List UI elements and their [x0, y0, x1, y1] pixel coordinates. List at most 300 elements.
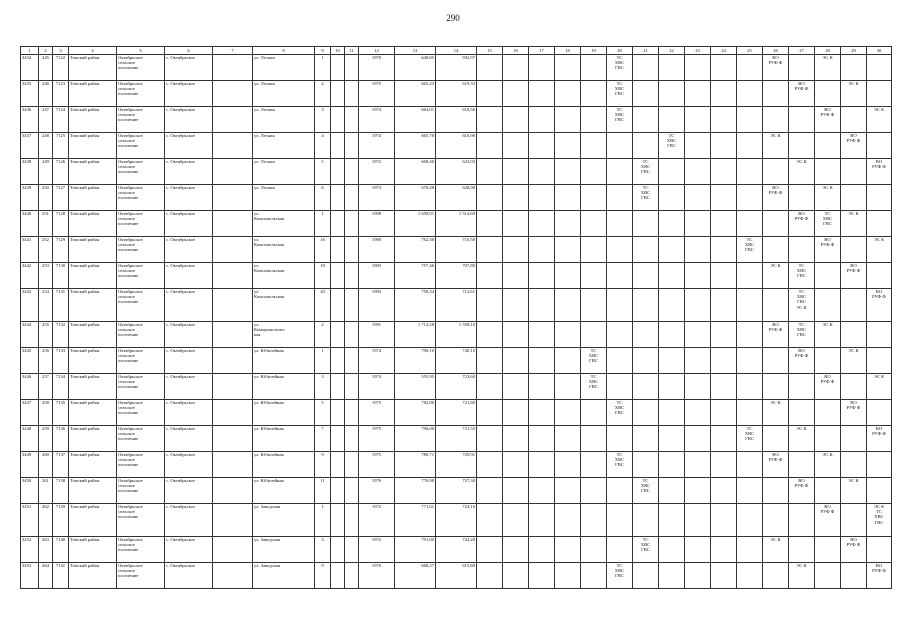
- cell-empty: [477, 263, 503, 289]
- column-number-14: 14: [436, 47, 477, 55]
- cell-n3: 7136: [53, 426, 69, 452]
- cell-empty: [477, 289, 503, 322]
- cell-work-type: [763, 322, 789, 348]
- cell-line: ЭС К: [796, 426, 807, 431]
- cell-street: [253, 263, 315, 289]
- cell-house: 7: [315, 426, 331, 452]
- cell-empty: [659, 211, 685, 237]
- cell-empty: [685, 211, 711, 237]
- cell-empty: [345, 537, 359, 563]
- cell-line: ул. Заводская: [254, 504, 281, 509]
- cell-work-type: [841, 348, 867, 374]
- cell-year: 1974: [359, 374, 395, 400]
- cell-empty: [477, 81, 503, 107]
- cell-empty: [685, 537, 711, 563]
- cell-line: ЭС К: [796, 563, 807, 568]
- cell-empty: [345, 133, 359, 159]
- cell-line: сельское: [118, 242, 135, 248]
- column-number-11: 11: [345, 47, 359, 55]
- cell-empty: [555, 133, 581, 159]
- cell-district: Томский район: [69, 237, 117, 263]
- cell-line: ХВС: [614, 457, 625, 463]
- cell-empty: [633, 348, 659, 374]
- cell-n3: 7130: [53, 263, 69, 289]
- cell-empty: [763, 159, 789, 185]
- page-number: 290: [446, 13, 460, 23]
- cell-n3: 7125: [53, 133, 69, 159]
- cell-empty: [633, 322, 659, 348]
- cell-line: Октябрьское: [118, 263, 143, 268]
- cell-work-type: [633, 537, 659, 563]
- cell-line: ТС: [642, 478, 649, 483]
- cell-line: РУФ Ф: [846, 268, 861, 274]
- cell-empty: [581, 107, 607, 133]
- cell-work-type: [789, 81, 815, 107]
- cell-house: 1: [315, 211, 331, 237]
- cell-empty: [477, 133, 503, 159]
- cell-line: поселение: [118, 332, 139, 338]
- cell-locality: с. Октябрьское: [165, 159, 213, 185]
- cell-work-type: [867, 107, 892, 133]
- cell-work-type: [763, 185, 789, 211]
- cell-line: ГВС: [615, 91, 624, 97]
- cell-empty: [503, 159, 529, 185]
- cell-empty: [581, 55, 607, 81]
- cell-line: ГВС: [615, 462, 624, 468]
- cell-empty: [477, 374, 503, 400]
- cell-street: [253, 452, 315, 478]
- cell-line: ТС: [798, 322, 805, 327]
- cell-line: Октябрьское: [118, 322, 143, 327]
- cell-empty: [581, 400, 607, 426]
- cell-empty: [789, 537, 815, 563]
- cell-empty: [607, 237, 633, 263]
- cell-work-type: [581, 348, 607, 374]
- cell-line: ЭС К: [873, 504, 885, 509]
- cell-house: 18: [315, 263, 331, 289]
- cell-locality: с. Октябрьское: [165, 237, 213, 263]
- cell-line: ХВС: [614, 112, 625, 118]
- cell-empty: [555, 289, 581, 322]
- cell-area_living: 1 558,10: [436, 322, 477, 348]
- cell-work-type: [789, 348, 815, 374]
- cell-empty: [331, 563, 345, 589]
- table-row: [21, 374, 892, 400]
- cell-empty: [737, 400, 763, 426]
- cell-empty: [607, 289, 633, 322]
- cell-locality: с. Октябрьское: [165, 504, 213, 537]
- cell-house: 9: [315, 563, 331, 589]
- cell-work-type: [867, 504, 892, 537]
- cell-line: ГВС: [641, 169, 650, 175]
- cell-line: ВО: [824, 237, 831, 242]
- cell-settlement: [117, 563, 165, 589]
- cell-line: ХВС: [614, 405, 625, 411]
- cell-line: ул. Лесная: [254, 55, 275, 60]
- cell-empty: [737, 452, 763, 478]
- cell-house: 1: [315, 504, 331, 537]
- cell-line: поселение: [118, 247, 139, 253]
- cell-empty: [659, 452, 685, 478]
- cell-n2: 257: [39, 374, 53, 400]
- cell-line: ГВС: [797, 332, 806, 338]
- cell-line: ЭС К: [822, 185, 833, 190]
- cell-settlement: [117, 348, 165, 374]
- cell-empty: [477, 159, 503, 185]
- cell-empty: [477, 211, 503, 237]
- cell-empty: [607, 348, 633, 374]
- cell-empty: [345, 400, 359, 426]
- cell-area_living: 1 514,69: [436, 211, 477, 237]
- cell-empty: [555, 185, 581, 211]
- cell-empty: [711, 237, 737, 263]
- cell-empty: [685, 263, 711, 289]
- cell-empty: [659, 374, 685, 400]
- column-number-10: 10: [331, 47, 345, 55]
- cell-empty: [711, 211, 737, 237]
- cell-empty: [815, 81, 841, 107]
- cell-year: 1972: [359, 537, 395, 563]
- cell-empty: [607, 133, 633, 159]
- cell-area_total: 790,10: [395, 348, 436, 374]
- cell-n1: 3453: [21, 563, 39, 589]
- cell-empty: [555, 211, 581, 237]
- cell-n1: 3437: [21, 133, 39, 159]
- cell-line: ВО: [772, 185, 779, 190]
- cell-n3: 7139: [53, 504, 69, 537]
- cell-empty: [607, 185, 633, 211]
- cell-empty: [331, 289, 345, 322]
- cell-line: сельское: [118, 405, 135, 411]
- cell-street: [253, 537, 315, 563]
- cell-line: ТС: [616, 107, 623, 112]
- cell-line: ул. Лесная: [254, 81, 275, 86]
- cell-empty: [789, 107, 815, 133]
- cell-line: ул. Заводская: [254, 563, 281, 568]
- cell-empty: [607, 159, 633, 185]
- cell-empty: [503, 81, 529, 107]
- cell-empty: [763, 374, 789, 400]
- cell-district: Томский район: [69, 289, 117, 322]
- cell-empty: [737, 263, 763, 289]
- cell-street: [253, 426, 315, 452]
- cell-empty: [503, 322, 529, 348]
- cell-line: ЭС К: [822, 55, 833, 60]
- cell-empty: [331, 348, 345, 374]
- cell-empty: [503, 211, 529, 237]
- cell-empty: [633, 81, 659, 107]
- cell-n3: 7141: [53, 563, 69, 589]
- cell-line: ГВС: [641, 547, 650, 553]
- cell-line: ХВС: [796, 327, 807, 333]
- column-number-6: 6: [165, 47, 213, 55]
- cell-n3: 7129: [53, 237, 69, 263]
- cell-empty: [659, 426, 685, 452]
- cell-empty: [213, 563, 253, 589]
- cell-line: ул. Лесная: [254, 185, 275, 190]
- cell-line: ул. Юбилейная: [254, 452, 284, 457]
- cell-empty: [555, 374, 581, 400]
- cell-empty: [711, 374, 737, 400]
- cell-area_living: 628,90: [436, 185, 477, 211]
- cell-house: 11: [315, 478, 331, 504]
- column-number-1: 1: [21, 47, 39, 55]
- cell-empty: [555, 348, 581, 374]
- cell-line: ХВС: [640, 483, 651, 489]
- cell-house: 9: [315, 452, 331, 478]
- cell-line: ул. Юбилейная: [254, 374, 284, 379]
- cell-line: ВО: [798, 348, 805, 353]
- cell-line: Октябрьское: [118, 426, 143, 431]
- cell-area_living: 727,30: [436, 478, 477, 504]
- table-row: [21, 348, 892, 374]
- cell-line: ул.: [254, 263, 260, 268]
- cell-district: Томский район: [69, 348, 117, 374]
- cell-year: 1983: [359, 289, 395, 322]
- cell-year: 1975: [359, 81, 395, 107]
- cell-n3: 7131: [53, 289, 69, 322]
- cell-line: сельское: [118, 112, 135, 118]
- cell-area_living: 740,15: [436, 348, 477, 374]
- cell-n3: 7123: [53, 81, 69, 107]
- cell-empty: [581, 563, 607, 589]
- table-row: [21, 159, 892, 185]
- cell-empty: [633, 426, 659, 452]
- cell-n1: 3436: [21, 107, 39, 133]
- cell-empty: [711, 185, 737, 211]
- cell-empty: [331, 400, 345, 426]
- cell-work-type: [763, 537, 789, 563]
- cell-street: [253, 563, 315, 589]
- cell-work-type: [815, 55, 841, 81]
- cell-empty: [841, 237, 867, 263]
- cell-empty: [529, 452, 555, 478]
- cell-district: Томский район: [69, 55, 117, 81]
- cell-line: поселение: [118, 169, 139, 175]
- cell-n1: 3443: [21, 289, 39, 322]
- cell-line: ЭС К: [848, 478, 859, 483]
- cell-area_living: 742,20: [436, 537, 477, 563]
- cell-n2: 258: [39, 400, 53, 426]
- cell-settlement: [117, 133, 165, 159]
- cell-work-type: [633, 478, 659, 504]
- table-row: [21, 504, 892, 537]
- cell-empty: [213, 374, 253, 400]
- cell-n1: 3444: [21, 322, 39, 348]
- cell-n3: 7135: [53, 400, 69, 426]
- cell-empty: [331, 133, 345, 159]
- cell-street: [253, 133, 315, 159]
- cell-empty: [711, 81, 737, 107]
- cell-line: ВО: [798, 211, 805, 216]
- cell-empty: [213, 263, 253, 289]
- table-row: [21, 263, 892, 289]
- cell-area_total: 664,01: [395, 107, 436, 133]
- cell-empty: [581, 537, 607, 563]
- cell-year: 1970: [359, 55, 395, 81]
- cell-n1: 3438: [21, 159, 39, 185]
- cell-settlement: [117, 537, 165, 563]
- cell-empty: [331, 107, 345, 133]
- cell-empty: [633, 504, 659, 537]
- cell-work-type: [815, 322, 841, 348]
- cell-line: РУФ Ф: [872, 431, 886, 437]
- cell-empty: [529, 263, 555, 289]
- cell-line: ХВС: [796, 268, 807, 274]
- cell-work-type: [763, 55, 789, 81]
- cell-empty: [213, 133, 253, 159]
- cell-house: 1: [315, 55, 331, 81]
- cell-empty: [763, 348, 789, 374]
- cell-empty: [581, 237, 607, 263]
- cell-line: поселение: [118, 65, 139, 71]
- cell-street: [253, 107, 315, 133]
- cell-empty: [815, 289, 841, 322]
- column-number-20: 20: [607, 47, 633, 55]
- cell-work-type: [789, 159, 815, 185]
- cell-line: ГВС: [797, 273, 806, 279]
- cell-empty: [477, 478, 503, 504]
- cell-empty: [331, 426, 345, 452]
- cell-empty: [555, 55, 581, 81]
- cell-line: ТС: [668, 133, 675, 138]
- cell-empty: [213, 400, 253, 426]
- cell-empty: [685, 107, 711, 133]
- cell-empty: [659, 159, 685, 185]
- cell-line: ЭС К: [873, 107, 885, 112]
- cell-empty: [529, 400, 555, 426]
- cell-line: ул.: [254, 322, 260, 327]
- cell-line: Октябрьское: [118, 55, 143, 60]
- cell-line: ГВС: [615, 573, 624, 579]
- cell-settlement: [117, 426, 165, 452]
- column-number-3: 3: [53, 47, 69, 55]
- cell-locality: с. Октябрьское: [165, 374, 213, 400]
- cell-line: поселение: [118, 573, 139, 579]
- cell-line: ХВС: [874, 514, 884, 520]
- cell-line: поселение: [118, 117, 139, 123]
- cell-line: ХВС: [614, 86, 625, 92]
- cell-line: РУФ Ф: [872, 568, 886, 574]
- cell-line: ВО: [850, 537, 857, 542]
- cell-line: сельское: [118, 268, 135, 274]
- cell-area_total: 668,27: [395, 563, 436, 589]
- cell-empty: [659, 537, 685, 563]
- cell-empty: [213, 107, 253, 133]
- cell-empty: [841, 563, 867, 589]
- cell-empty: [331, 322, 345, 348]
- cell-empty: [711, 289, 737, 322]
- cell-area_living: 724,10: [436, 504, 477, 537]
- cell-line: РУФ Ф: [846, 542, 861, 548]
- cell-n1: 3452: [21, 537, 39, 563]
- cell-line: поселение: [118, 195, 139, 201]
- cell-empty: [841, 107, 867, 133]
- cell-house: 20: [315, 289, 331, 322]
- cell-empty: [529, 185, 555, 211]
- cell-n1: 3451: [21, 504, 39, 537]
- cell-empty: [581, 211, 607, 237]
- cell-empty: [607, 263, 633, 289]
- cell-line: Октябрьское: [118, 374, 143, 379]
- cell-empty: [685, 348, 711, 374]
- cell-empty: [529, 211, 555, 237]
- cell-empty: [503, 537, 529, 563]
- table-row: [21, 563, 892, 589]
- cell-empty: [659, 563, 685, 589]
- column-number-9: 9: [315, 47, 331, 55]
- cell-work-type: [815, 185, 841, 211]
- cell-empty: [737, 478, 763, 504]
- cell-empty: [345, 211, 359, 237]
- cell-line: ВО: [824, 107, 831, 112]
- cell-n1: 3434: [21, 55, 39, 81]
- cell-year: 1975: [359, 400, 395, 426]
- cell-district: Томский район: [69, 452, 117, 478]
- cell-work-type: [867, 563, 892, 589]
- cell-district: Томский район: [69, 133, 117, 159]
- cell-empty: [659, 478, 685, 504]
- cell-settlement: [117, 263, 165, 289]
- cell-empty: [867, 348, 892, 374]
- cell-empty: [841, 289, 867, 322]
- cell-house: 5: [315, 400, 331, 426]
- cell-line: ГВС: [589, 358, 598, 364]
- cell-line: сельское: [118, 86, 135, 92]
- cell-district: Томский район: [69, 426, 117, 452]
- cell-empty: [529, 55, 555, 81]
- cell-n1: 3442: [21, 263, 39, 289]
- cell-empty: [331, 478, 345, 504]
- cell-line: ГВС: [745, 436, 754, 442]
- cell-street: [253, 159, 315, 185]
- cell-locality: с. Октябрьское: [165, 426, 213, 452]
- cell-empty: [345, 426, 359, 452]
- cell-work-type: [841, 400, 867, 426]
- cell-settlement: [117, 478, 165, 504]
- cell-line: ВО: [850, 400, 857, 405]
- cell-empty: [633, 289, 659, 322]
- cell-work-type: [659, 133, 685, 159]
- cell-work-type: [867, 159, 892, 185]
- cell-area_living: 707,80: [436, 263, 477, 289]
- cell-line: ВО: [772, 55, 779, 60]
- cell-empty: [529, 237, 555, 263]
- cell-settlement: [117, 107, 165, 133]
- cell-empty: [685, 237, 711, 263]
- cell-area_living: 731,55: [436, 426, 477, 452]
- column-number-26: 26: [763, 47, 789, 55]
- cell-n1: 3445: [21, 348, 39, 374]
- cell-area_living: 616,90: [436, 133, 477, 159]
- cell-work-type: [633, 159, 659, 185]
- cell-line: сельское: [118, 431, 135, 437]
- cell-n2: 255: [39, 322, 53, 348]
- cell-empty: [581, 452, 607, 478]
- cell-empty: [555, 478, 581, 504]
- cell-work-type: [815, 452, 841, 478]
- cell-empty: [815, 537, 841, 563]
- cell-line: ТС: [876, 509, 882, 515]
- cell-line: сельское: [118, 190, 135, 196]
- cell-line: Октябрьское: [118, 452, 143, 457]
- cell-empty: [737, 133, 763, 159]
- cell-empty: [711, 107, 737, 133]
- cell-empty: [737, 211, 763, 237]
- cell-line: РУФ Ф: [820, 242, 835, 248]
- table-row: [21, 133, 892, 159]
- cell-n2: 261: [39, 478, 53, 504]
